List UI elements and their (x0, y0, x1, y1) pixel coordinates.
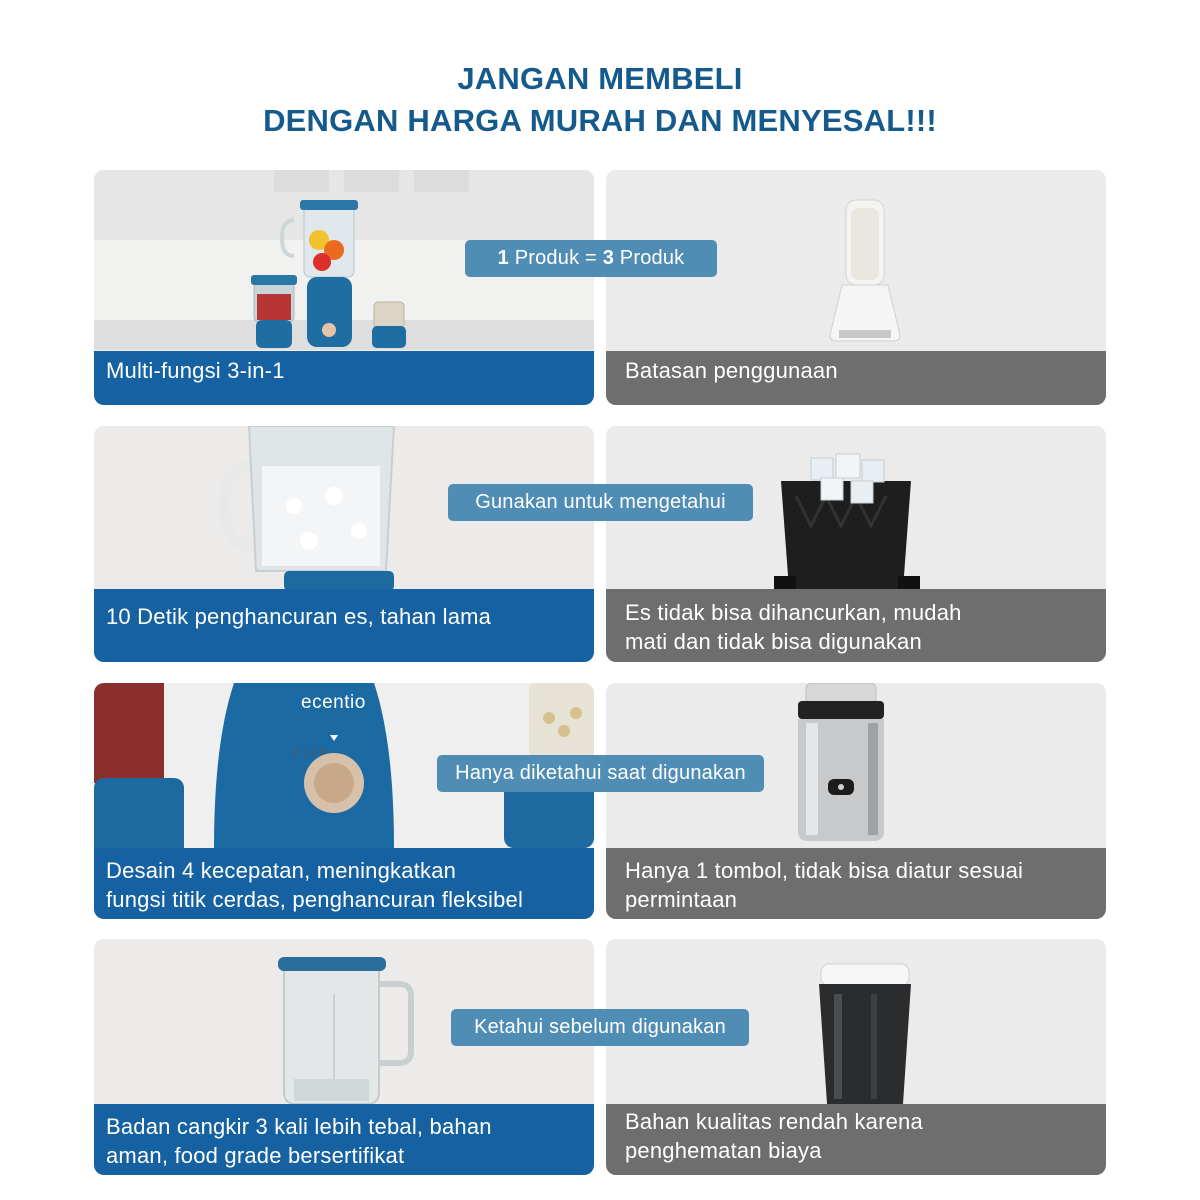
title-line-2: DENGAN HARGA MURAH DAN MENYESAL!!! (263, 103, 937, 138)
competitor-card-one-button (606, 683, 1106, 919)
right-caption-4: Bahan kualitas rendah karena penghematan biaya (606, 1104, 1106, 1175)
right-caption-1: Batasan penggunaan (606, 351, 1106, 405)
badge-num-b: 3 (602, 247, 615, 269)
badge-word-a: Produk (514, 247, 580, 269)
badge-text-3: Hanya diketahui saat digunakan (455, 762, 746, 784)
badge-num-a: 1 (497, 247, 509, 269)
badge-row-2 (448, 484, 753, 521)
badge-equals: = (585, 247, 597, 269)
right-caption-3: Hanya 1 tombol, tidak bisa diatur sesuai permintaan (606, 848, 1106, 919)
left-caption-2: 10 Detik penghancuran es, tahan lama (94, 589, 594, 662)
title-line-1: JANGAN MEMBELI (457, 61, 743, 96)
badge-text-4: Ketahui sebelum digunakan (474, 1016, 726, 1038)
badge-word-b: Produk (619, 247, 685, 269)
left-caption-3: Desain 4 kecepatan, meningkatkan fungsi titik cerdas, penghancuran fleksibel (94, 848, 594, 919)
ecentio-logo: ecentio (301, 692, 366, 713)
badge-row-3 (437, 755, 764, 792)
left-caption-4: Badan cangkir 3 kali lebih tebal, bahan aman, food grade bersertifikat (94, 1104, 594, 1175)
competitor-card-limited (606, 170, 1106, 405)
competitor-card-ice-fail (606, 426, 1106, 662)
page-title (0, 58, 1200, 142)
badge-row-1 (465, 240, 717, 277)
competitor-card-low-quality (606, 939, 1106, 1175)
badge-text-2: Gunakan untuk mengetahui (475, 491, 726, 513)
right-caption-2: Es tidak bisa dihancurkan, mudah mati dan tidak bisa digunakan (606, 589, 1106, 662)
left-caption-1: Multi-fungsi 3-in-1 (94, 351, 594, 405)
ecentio-card-multifunction (94, 170, 594, 405)
badge-row-4 (451, 1009, 749, 1046)
speed-dial-marks: 2 1 0 P (292, 747, 327, 759)
ecentio-card-speed-design (94, 683, 594, 919)
ecentio-card-thick-cup (94, 939, 594, 1175)
ecentio-card-ice-crushing (94, 426, 594, 662)
